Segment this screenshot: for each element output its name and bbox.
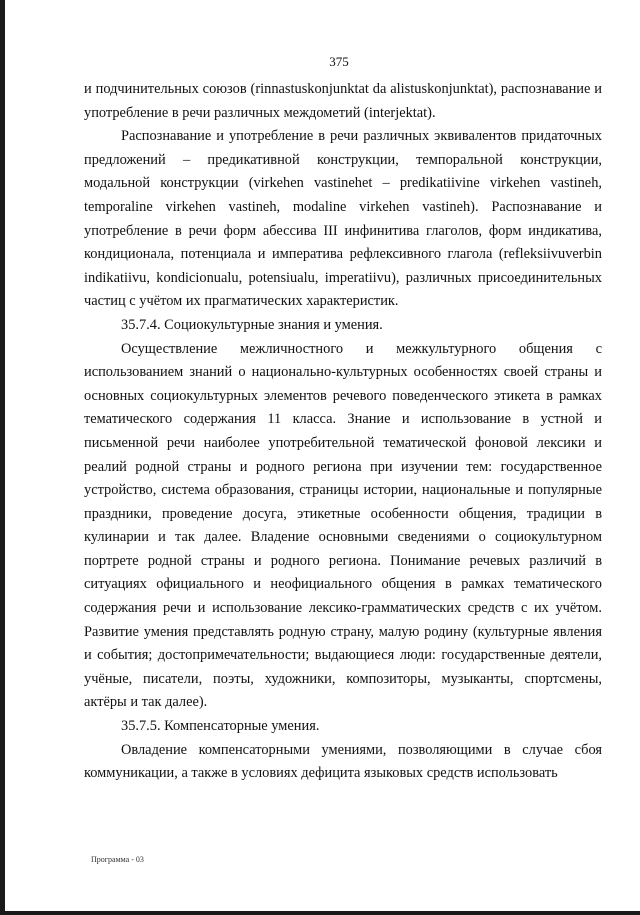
paragraph-compensatory: Овладение компенсаторными умениями, позволяющими в случае сбоя коммуникации, а также в условиях дефицита языковых средств использовать	[84, 741, 602, 782]
body-text	[84, 78, 602, 786]
paragraph-continuation: и подчинительных союзов (rinnastuskonjunktat da alistuskonjunktat), распознавание и употребление в речи различных междометий (interjektat).	[84, 81, 602, 121]
paragraph-sociocultural: Осуществление межличностного и межкультурного общения с использованием знаний о национально-культурных особенностях своей страны и основных социокультурных элементов речевого поведенческого этикета в рамках тематического содержания 11 класса. Знание и использование в устной и письменной речи наиболее употребительной тематической фоновой лексики и реалий родной страны и родного региона при изучении тем: государственное устройство, система образования, страницы истории, национальные и популярные праздники, проведение досуга, этикетные особенности общения, традиции в кулинарии и так далее. Владение основными сведениями о социокультурном портрете родной страны и родного региона. Понимание речевых различий в ситуациях официального и неофициального общения в рамках тематического содержания речи и использование лексико-грамматических средств с их учётом. Развитие умения представлять родную страну, малую родину (культурные явления и события; достопримечательности; выдающиеся люди: государственные деятели, учёные, писатели, поэты, художники, композиторы, музыканты, спортсмены, актёры и так далее).	[84, 340, 602, 711]
section-heading-35-7-5: 35.7.5. Компенсаторные умения.	[121, 718, 320, 735]
page-number: 375	[329, 54, 349, 69]
footer-label: Программа - 03	[91, 855, 144, 864]
paragraph-grammar: Распознавание и употребление в речи различных эквивалентов придаточных предложений – предикативной конструкции, темпоральной конструкции, модальной конструкции (virkehen vastinehet – predikatiivine virkehen vastineh, temporaline virkehen vastineh, modaline virkehen vastineh). Распознавание и употребление в речи форм абессива III инфинитива глаголов, форм индикатива, кондиционала, потенциала и императива рефлексивного глагола (refleksiivuverbin indikatiivu, kondicionualu, potensiualu, imperatiivu), различных присоединительных частиц с учётом их прагматических характеристик.	[84, 128, 602, 310]
section-heading-35-7-4: 35.7.4. Социокультурные знания и умения.	[121, 316, 383, 333]
